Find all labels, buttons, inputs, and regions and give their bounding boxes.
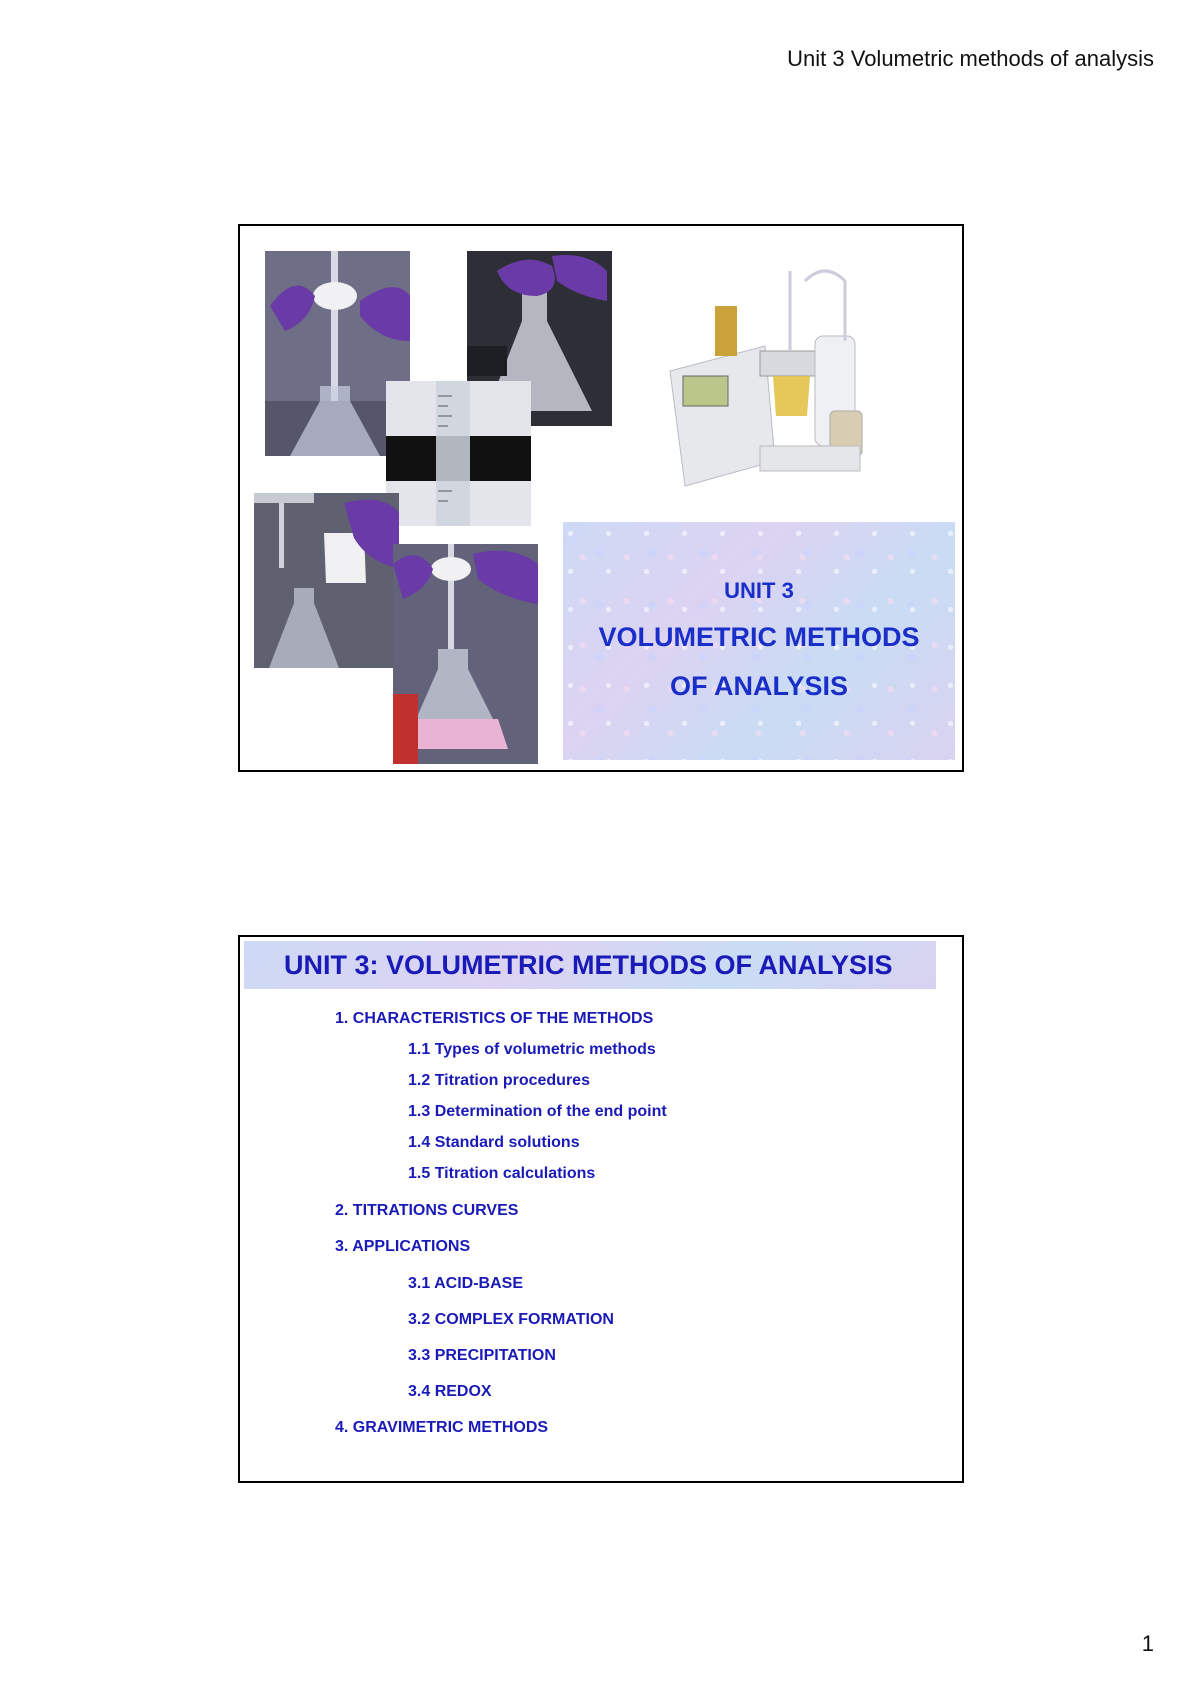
- toc-item: 3.2 COMPLEX FORMATION: [408, 1311, 614, 1328]
- page-header: Unit 3 Volumetric methods of analysis: [787, 46, 1154, 71]
- contents-title: UNIT 3: VOLUMETRIC METHODS OF ANALYSIS: [244, 941, 936, 989]
- toc-item: 1.1 Types of volumetric methods: [408, 1041, 656, 1058]
- unit-label: UNIT 3: [724, 578, 794, 603]
- toc-item: 1.5 Titration calculations: [408, 1165, 596, 1182]
- toc-item: 1.4 Standard solutions: [408, 1134, 580, 1151]
- toc-item: 1.2 Titration procedures: [408, 1072, 590, 1089]
- endpoint-flask-photo: [393, 544, 538, 764]
- toc-item: 3.1 ACID-BASE: [408, 1275, 523, 1292]
- contents-slide: [238, 935, 964, 1483]
- title-line-2: OF ANALYSIS: [669, 671, 849, 701]
- indicator-bottle-photo: [254, 493, 399, 668]
- toc-item: 1.3 Determination of the end point: [408, 1103, 667, 1120]
- toc-item: 4. GRAVIMETRIC METHODS: [335, 1419, 549, 1436]
- toc-item: 2. TITRATIONS CURVES: [335, 1202, 519, 1219]
- title-slide: [238, 224, 964, 772]
- titrator-photo: [665, 251, 870, 491]
- toc-item: 3.3 PRECIPITATION: [408, 1347, 556, 1364]
- title-line-1: VOLUMETRIC METHODS: [598, 622, 920, 652]
- table-of-contents: [240, 937, 962, 1481]
- toc-item: 3. APPLICATIONS: [335, 1238, 471, 1255]
- toc-item: 1. CHARACTERISTICS OF THE METHODS: [335, 1010, 654, 1027]
- page-number: 1: [1141, 1631, 1154, 1656]
- toc-item: 3.4 REDOX: [408, 1383, 492, 1400]
- unit-title-box: [563, 522, 955, 760]
- burette-scale-photo: [386, 381, 531, 526]
